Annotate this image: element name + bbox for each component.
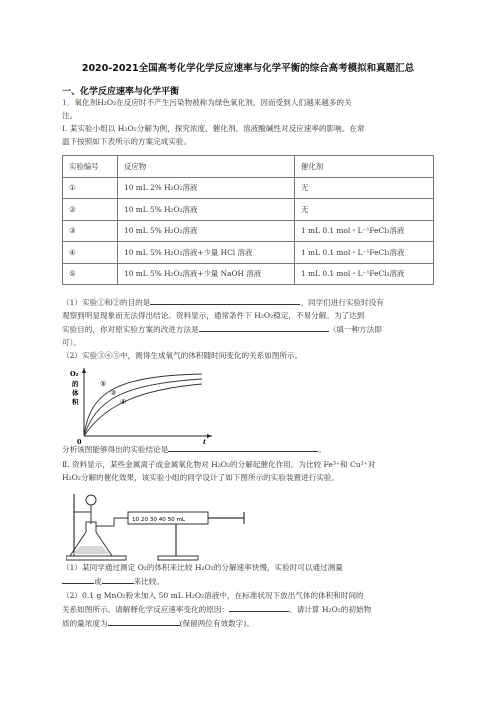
sub3-line2a: 或 bbox=[94, 577, 102, 586]
table-row bbox=[63, 242, 434, 264]
table-cell: 10 mL 2% H₂O₂溶液 bbox=[118, 177, 295, 199]
syringe-stand-base bbox=[158, 556, 198, 560]
sub4-line3a: 质的量浓度为 bbox=[62, 619, 108, 628]
table-row bbox=[63, 220, 434, 242]
sub1-line4: 可）。 bbox=[62, 338, 81, 347]
sub4-line3b: (保留两位有效数字)。 bbox=[179, 619, 254, 628]
answer-blank[interactable] bbox=[150, 295, 300, 305]
table-cell: 1 mL 0.1 mol・L⁻¹FeCl₃溶液 bbox=[295, 220, 434, 242]
stand-base bbox=[66, 556, 126, 560]
syringe-scale: 10 20 30 40 50 mL bbox=[132, 517, 186, 523]
curve-label: ④ bbox=[120, 398, 127, 406]
graph-x-arrow bbox=[207, 434, 212, 438]
flask-liquid bbox=[73, 546, 109, 554]
table-cell: 1 mL 0.1 mol・L⁻¹FeCl₃溶液 bbox=[295, 242, 434, 264]
graph-conclusion bbox=[62, 442, 434, 456]
answer-blank[interactable] bbox=[102, 574, 134, 584]
intro-line-a: 氧化剂H₂O₂在反应时不产生污染物被称为绿色氧化剂，因而受到人们越来越多的关 bbox=[74, 98, 352, 107]
sub4-line2a: 关系如图所示。请解释化学反应速率变化的原因： bbox=[62, 605, 230, 614]
oxygen-volume-graph bbox=[62, 364, 222, 446]
sub1-line3a: 实验目的，你对原实验方案的改进方法是 bbox=[62, 325, 199, 334]
table-cell: ② bbox=[63, 199, 118, 221]
table-cell: 10 mL 5% H₂O₂溶液 bbox=[118, 199, 295, 221]
table-cell: ① bbox=[63, 177, 118, 199]
graph-xlabel: t bbox=[203, 438, 207, 446]
table-cell: 无 bbox=[295, 199, 434, 221]
part2-line2: H₂O₂分解的催化效果，该实验小组的同学设计了如下图所示的实验装置进行实验。 bbox=[62, 473, 340, 482]
graph-origin: 0 bbox=[77, 438, 82, 446]
table-row bbox=[63, 263, 434, 285]
subquestion-1 bbox=[62, 295, 434, 349]
graph-ylabel-line: O₂ bbox=[70, 370, 79, 378]
sub2-after-b: 。 bbox=[318, 445, 326, 454]
header-cell: 催化剂 bbox=[295, 156, 434, 178]
answer-blank[interactable] bbox=[168, 442, 318, 452]
answer-blank[interactable] bbox=[62, 574, 94, 584]
table-row bbox=[63, 199, 434, 221]
sub3-line2b: 来比较。 bbox=[133, 577, 164, 586]
part1-line-a: I. 某实验小组以 H₂O₂分解为例，探究浓度、催化剂、溶液酸碱性对反应速率的影响。在常 bbox=[62, 124, 365, 133]
graph-ylabel-line: 体 bbox=[72, 389, 79, 397]
graph-ylabel-line: 积 bbox=[72, 398, 79, 406]
part-2-subquestion-2 bbox=[62, 589, 434, 630]
graph-ylabel-line: 的 bbox=[72, 380, 79, 388]
part2-line1: Ⅱ. 资料显示，某些金属离子或金属氧化物对 H₂O₂的分解起催化作用。为比较 Fe³⁺和 Cu²⁺对 bbox=[62, 460, 376, 469]
answer-blank[interactable] bbox=[229, 602, 289, 612]
answer-blank[interactable] bbox=[199, 322, 329, 332]
table-cell: 10 mL 5% H₂O₂溶液+少量 NaOH 溶液 bbox=[118, 263, 295, 285]
table-cell: 1 mL 0.1 mol・L⁻¹FeCl₃溶液 bbox=[295, 263, 434, 285]
subquestion-2 bbox=[62, 349, 434, 362]
table-cell: ④ bbox=[63, 242, 118, 264]
answer-blank[interactable] bbox=[108, 616, 180, 626]
section-heading: 一、化学反应速率与化学平衡 bbox=[62, 87, 180, 97]
intro-line-b: 注。 bbox=[62, 111, 78, 120]
sub1-line3b: （填一种方法即 bbox=[328, 325, 382, 334]
table-row bbox=[63, 177, 434, 199]
header-cell: 实验编号 bbox=[63, 156, 118, 178]
curve-label: ③ bbox=[110, 389, 117, 397]
apparatus-figure bbox=[66, 490, 306, 562]
sub2-after-a: 分析该图能够得出的实验结论是 bbox=[62, 445, 169, 454]
question-1-intro bbox=[62, 96, 434, 148]
delivery-tube bbox=[96, 518, 128, 526]
experiment-table bbox=[62, 155, 434, 285]
funnel-bulb bbox=[86, 495, 96, 505]
curve-4 bbox=[84, 384, 202, 436]
question-number: 1． bbox=[62, 98, 75, 107]
table-cell: 10 mL 5% H₂O₂溶液 bbox=[118, 220, 295, 242]
table-header-row bbox=[63, 156, 434, 178]
part-2-subquestion-1 bbox=[62, 561, 434, 588]
sub1-line1b: 。同学们进行实验时没有 bbox=[300, 298, 384, 307]
sub1-line1a: （1）实验①和②的目的是 bbox=[62, 298, 151, 307]
sub2-line1: （2）实验③④⑤中，测得生成氧气的体积随时间变化的关系如图所示。 bbox=[62, 351, 303, 360]
part1-line-b: 温下按照如下表所示的方案完成实验。 bbox=[62, 137, 192, 146]
part-2-intro bbox=[62, 458, 434, 484]
sub4-line2b: 。请计算 H₂O₂的初始物 bbox=[289, 605, 372, 614]
sub3-line1: （1）某同学通过测定 O₂的体积来比较 H₂O₂的分解速率快慢，实验时可以通过测量 bbox=[62, 563, 343, 572]
header-cell: 反应物 bbox=[118, 156, 295, 178]
curve-label: ⑤ bbox=[100, 380, 107, 388]
sub1-line2: 观察到明显现象而无法得出结论。资料显示，通常条件下 H₂O₂稳定，不易分解。为了达到 bbox=[62, 311, 365, 320]
table-cell: ③ bbox=[63, 220, 118, 242]
table-cell: ⑤ bbox=[63, 263, 118, 285]
graph-y-arrow bbox=[82, 368, 86, 373]
document-title: 2020-2021全国高考化学化学反应速率与化学平衡的综合高考模拟和真题汇总 bbox=[81, 63, 415, 74]
sub4-line1: （2）0.1 g MnO₂粉末加入 50 mL H₂O₂溶液中，在标准状况下放出气体的体积和时间的 bbox=[62, 591, 364, 600]
table-cell: 无 bbox=[295, 177, 434, 199]
table-cell: 10 mL 5% H₂O₂溶液+少量 HCl 溶液 bbox=[118, 242, 295, 264]
